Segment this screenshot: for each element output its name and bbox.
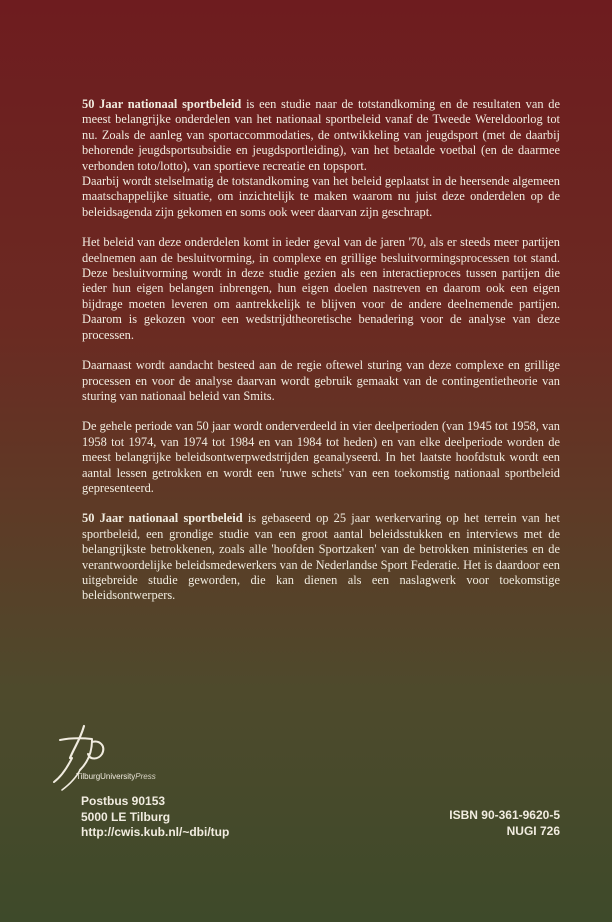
paragraph-intro — [82, 97, 560, 174]
paragraph-steering — [82, 358, 560, 404]
book-title-bold: 50 Jaar nationaal sportbeleid — [82, 511, 243, 526]
book-title-bold: 50 Jaar nationaal sportbeleid — [82, 97, 242, 111]
isbn-number: ISBN 90-361-9620-5 — [449, 808, 560, 822]
address-postbus: Postbus 90153 — [81, 794, 166, 808]
book-codes — [449, 808, 560, 839]
paragraph-text: Het beleid van deze onderdelen komt in ieder geval van de jaren '70, als er steeds meer partijen deelnemen aan de besluitvorming, in complexe en grillige besluitvormingsprocessen tot stand. Deze besluitvorming wordt in deze studie gezien als een interactieproces tussen partijen die ieder hun eigen belangen inbrengen, hun eigen doelen nastreven en daarom ook een eigen bijdrage moeten leveren om aantrekkelijk te blijven voor de andere deelnemende partijen. Daarom is gekozen voor een wedstrijdtheoretische benadering voor de analyse van deze processen. — [82, 235, 560, 342]
paragraph-text: Daarbij wordt stelselmatig de totstandkoming van het beleid geplaatst in de heersende algemeen maatschappelijke situatie, om inzichtelijk te maken waarom nu juist deze onderdelen op de beleidsagenda zijn gekomen en soms ook weer daarvan zijn geschrapt. — [82, 174, 560, 219]
paragraph-context — [82, 174, 560, 220]
paragraph-text: De gehele periode van 50 jaar wordt onderverdeeld in vier deelperioden (van 1945 tot 1958, van 1958 tot 1974, van 1974 tot 1984 en van 1984 tot heden) en van elke deelperiode worden de meest belangrijke beleidsontwerpwedstrijden geanalyseerd. In het laatste hoofdstuk wordt een aantal lessen getrokken en wordt een 'ruwe schets' van een toekomstig nationaal sportbeleid gepresenteerd. — [82, 419, 560, 495]
address-city: 5000 LE Tilburg — [81, 809, 171, 824]
publisher-address — [81, 794, 229, 841]
paragraph-decision-making — [82, 235, 560, 343]
paragraph-text: Daarnaast wordt aandacht besteed aan de regie oftewel sturing van deze complexe en grillige processen en voor de analyse daarvan wordt gebruik gemaakt van de contingentietheorie van sturing van nationaal beleid van Smits. — [82, 358, 560, 403]
paragraph-basis — [82, 511, 560, 603]
paragraph-text: is gebaseerd op 25 jaar werkervaring op het terrein van het sportbeleid, een grondige studie van een groot aantal beleidsstukken en interviews met de belangrijkste betrokkenen, zoals alle 'hoofden Sportzaken' van de betrokken ministeries en de verantwoordelijke beleidsmedewerkers van de Nederlandse Sport Federatie. Het is daardoor een uitgebreide studie geworden, die kan dienen als een naslagwerk voor toekomstige beleidsontwerpers. — [82, 511, 560, 603]
publisher-press: Press — [135, 772, 156, 781]
address-url: http://cwis.kub.nl/~dbi/tup — [81, 825, 230, 839]
nugi-number: NUGI 726 — [506, 823, 560, 838]
publisher-name: TilburgUniversity — [76, 772, 136, 781]
publisher-wordmark — [76, 772, 156, 781]
paragraph-periods — [82, 419, 560, 496]
paragraph-text: is een studie naar de totstandkoming en de resultaten van de meest belangrijke onderdelen van het nationaal sportbeleid vanaf de Tweede Wereldoorlog tot nu. Zoals de aanleg van sportaccommodaties, de ontwikkeling van jeugdsport (met de daarbij behorende jeugdsportsubsidie en jeugdsportleiding), van het betaalde voetbal (en de daarmee verbonden toto/lotto), van sportieve recreatie en topsport. — [82, 97, 560, 173]
blurb-text — [82, 97, 560, 619]
